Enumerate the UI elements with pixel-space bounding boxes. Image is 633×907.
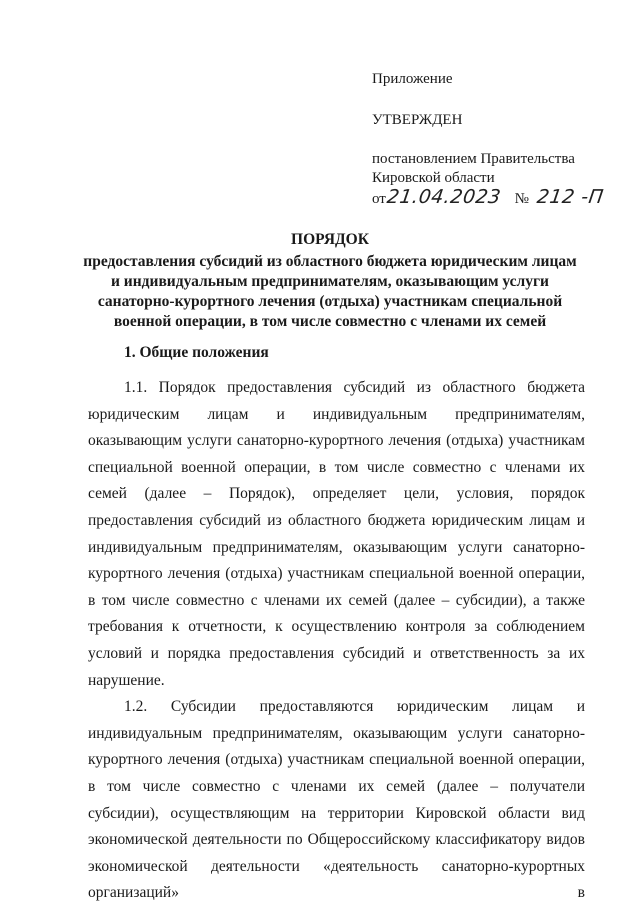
document-title: ПОРЯДОК: [291, 231, 369, 248]
section-heading: 1. Общие положения: [124, 344, 269, 361]
from-label: от: [372, 191, 386, 207]
decree-line-1: постановлением Правительства: [372, 151, 575, 167]
appendix-label: Приложение: [372, 71, 453, 87]
approval-block: [372, 70, 617, 209]
title-subline-4: военной операции, в том числе совместно с членами их семей: [113, 313, 547, 330]
paragraph-1-1: 1.1. Порядок предоставления субсидий из областного бюджета юридическим лицам и индивидуальным предпринимателям, оказывающим услуги санаторно-курортного лечения (отдыха) участникам специальной военной операции, в том числе совместно с членами их семей (далее – Порядок), определяет цели, условия, порядок предоставления субсидий из областного бюджета юридическим лицам и индивидуальным предпринимателям, оказывающим услуги санаторно-курортного лечения (отдыха) участникам специальной военной операции, в том числе совместно с членами их семей (далее – субсидии), а также требования к отчетности, к осуществлению контроля за соблюдением условий и порядка предоставления субсидий и ответственность за их нарушение.: [88, 379, 585, 689]
handwritten-date: 21.04.2023: [385, 186, 503, 208]
decree-line-2: Кировской области: [372, 170, 495, 186]
handwritten-number: 212 -П: [535, 186, 606, 208]
title-subline-2: и индивидуальным предпринимателям, оказывающим услуги: [111, 273, 549, 290]
document-title-block: [80, 230, 580, 332]
title-subline-3: санаторно-курортного лечения (отдыха) участникам специальной: [97, 293, 563, 310]
number-label: №: [514, 191, 529, 207]
decree-date-number-row: [372, 188, 617, 209]
paragraph-1-2: 1.2. Субсидии предоставляются юридическим лицам и индивидуальным предпринимателям, оказывающим услуги санаторно-курортного лечения (отдыха) участникам специальной военной операции, в том числе совместно с членами их семей (далее – получатели субсидии), осуществляющим на территории Кировской области вид экономической деятельности по Общероссийскому классификатору видов экономической деятельности «деятельность санаторно-курортных организаций» в: [88, 698, 585, 902]
approved-label: УТВЕРЖДЕН: [372, 112, 463, 128]
document-body: [88, 375, 585, 907]
title-subline-1: предоставления субсидий из областного бюджета юридическим лицам: [83, 253, 577, 270]
